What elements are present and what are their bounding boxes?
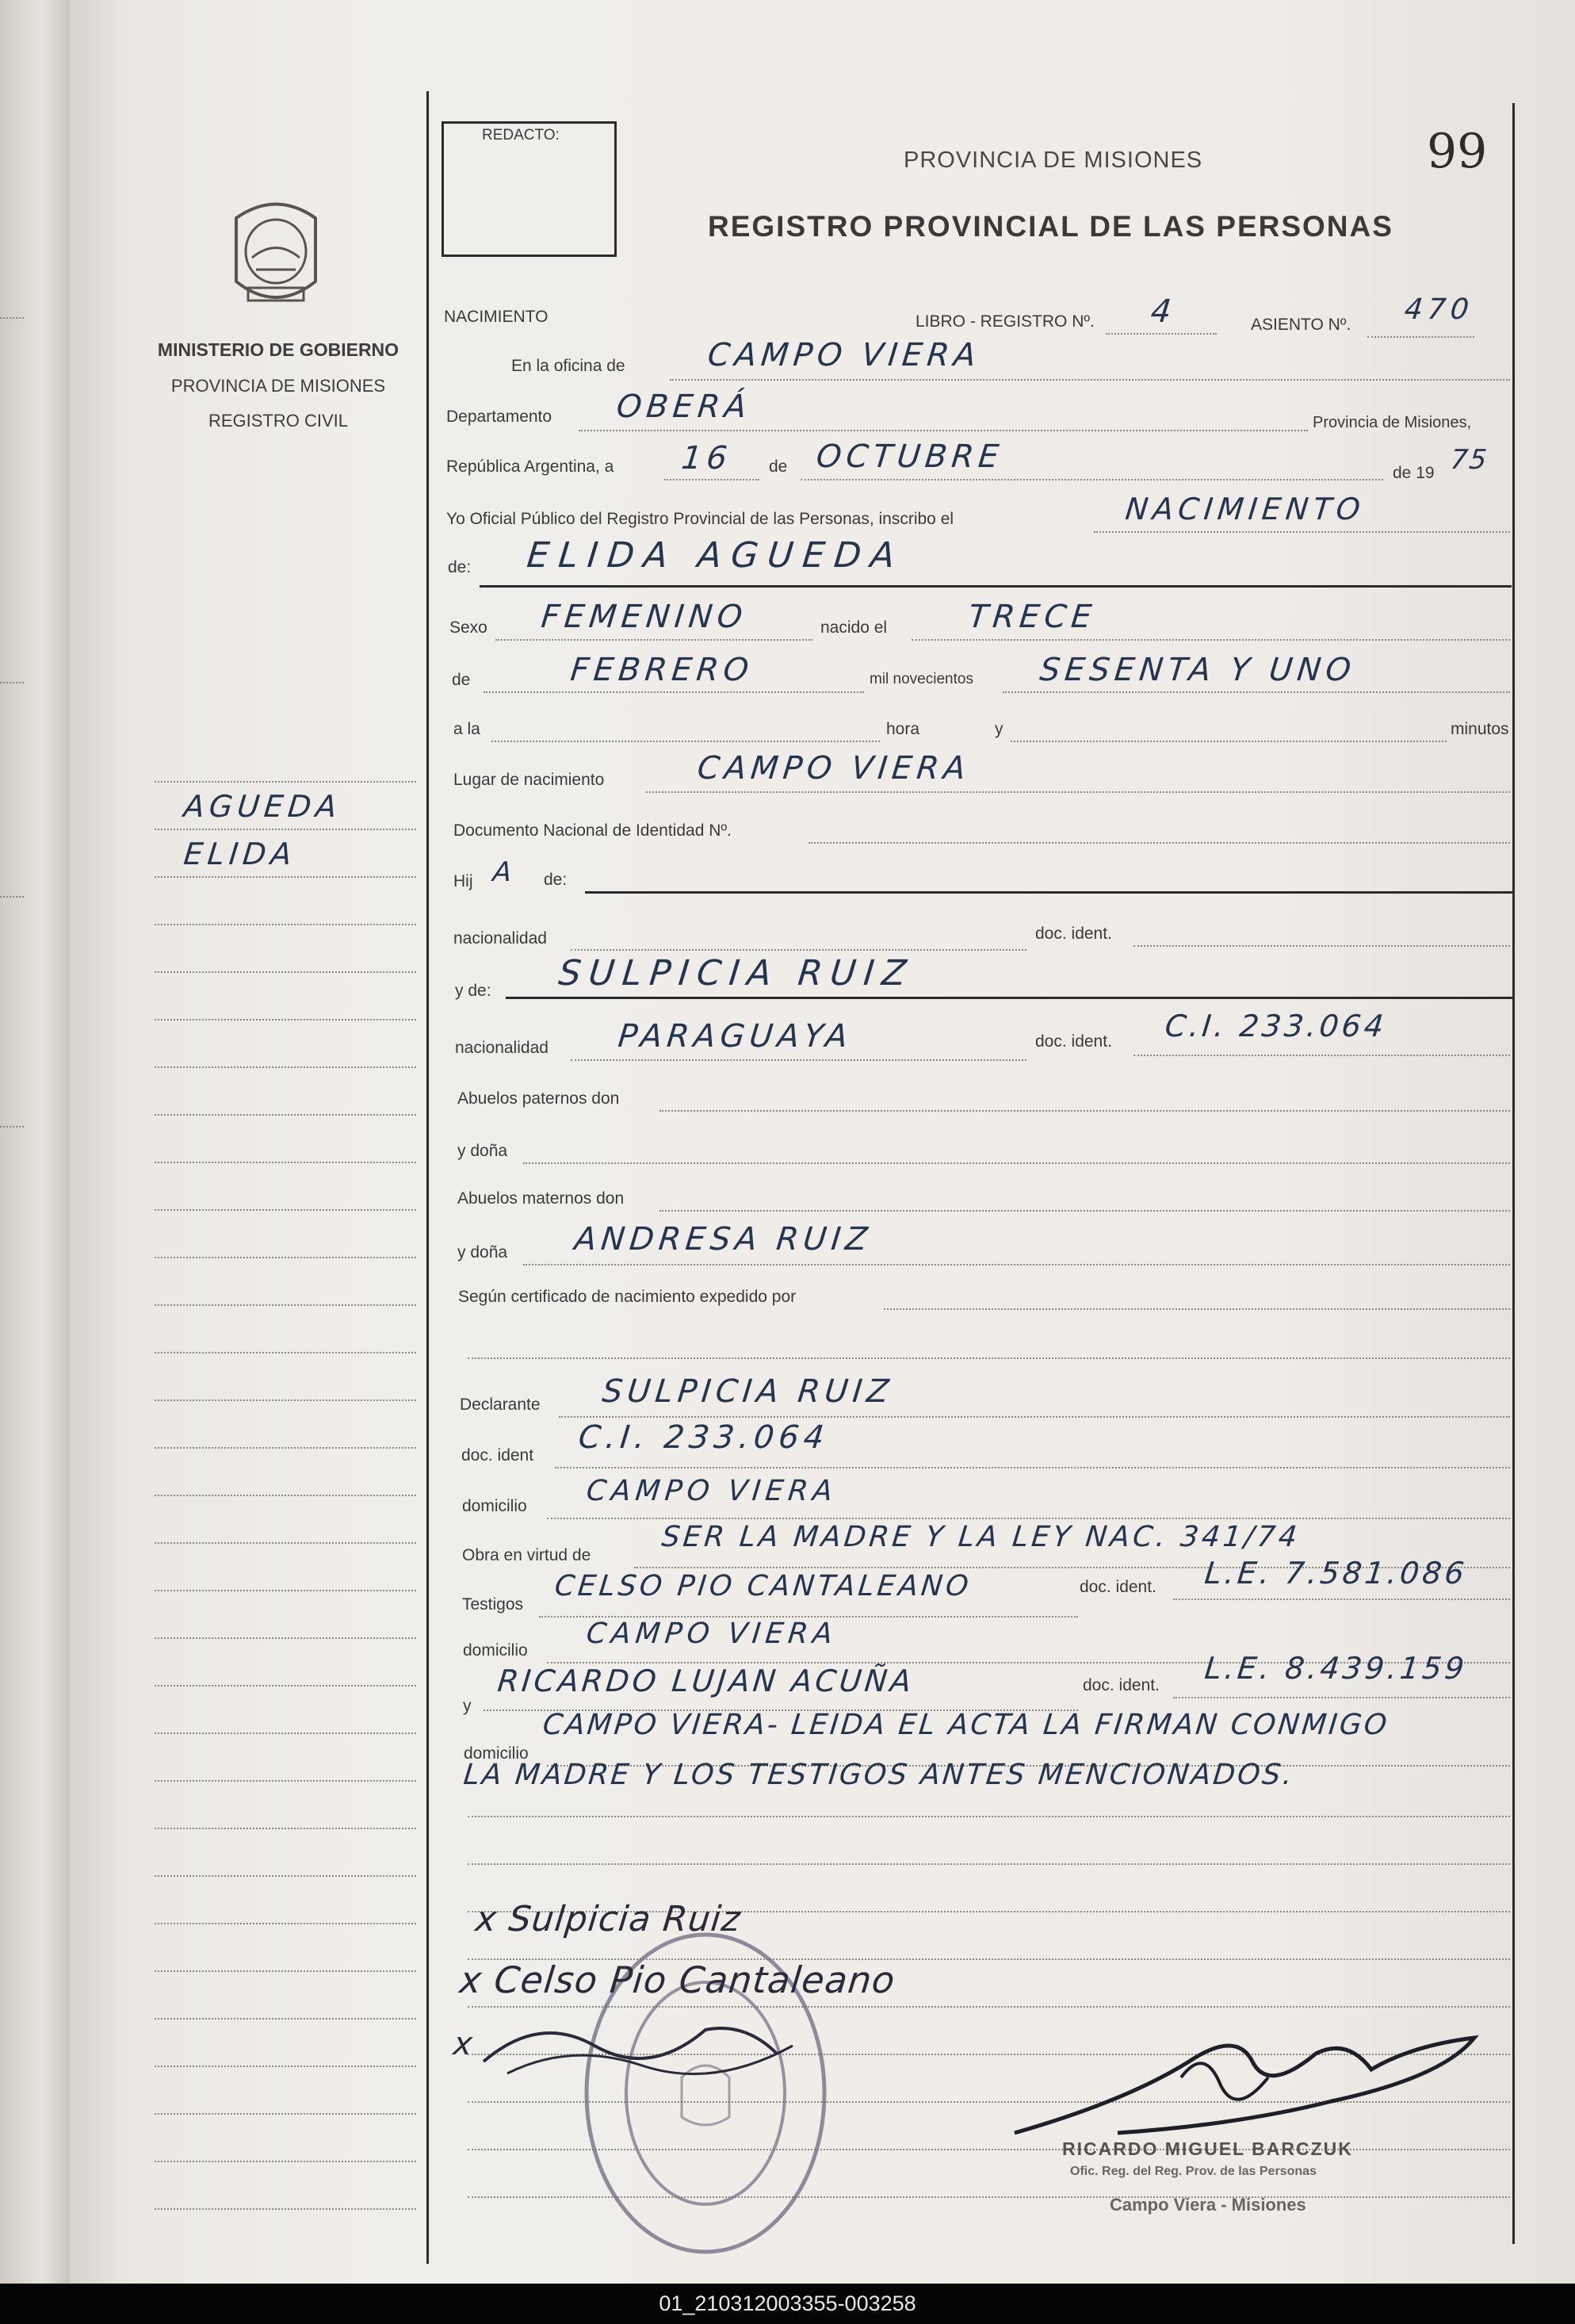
signature-mother: x Sulpicia Ruiz (473, 1899, 744, 1939)
province-heading: PROVINCIA DE MISIONES (904, 147, 1203, 173)
yde-label: y de: (455, 982, 491, 1000)
testigos-label: Testigos (462, 1595, 524, 1614)
mes-value: OCTUBRE (814, 438, 1006, 475)
obra-label: Obra en virtud de (462, 1546, 591, 1564)
docident3-label: doc. ident (461, 1446, 534, 1464)
departamento-line (579, 430, 1308, 431)
testigo1-value: CELSO PIO CANTALEANO (552, 1570, 973, 1602)
sexo-label: Sexo (449, 618, 487, 637)
docident2-value: C.I. 233.064 (1163, 1009, 1389, 1043)
continuation-value: LA MADRE Y LOS TESTIGOS ANTES MENCIONADOS. (461, 1759, 1296, 1791)
nacido-label: nacido el (820, 618, 888, 637)
docident2-label: doc. ident. (1035, 1032, 1112, 1051)
minutos-line (1011, 741, 1447, 742)
margin-rule (155, 1590, 416, 1591)
domicilio1-line (547, 1518, 1510, 1519)
margin-rule (155, 1637, 416, 1639)
madre-value: SULPICIA RUIZ (556, 953, 916, 994)
nacido-line (912, 639, 1510, 641)
form-right-border (1512, 103, 1515, 2244)
docident2-line (1133, 1055, 1510, 1056)
margin-rule (155, 2018, 416, 2020)
oficina-value: CAMPO VIERA (705, 337, 983, 373)
margin-rule (155, 1685, 416, 1687)
inscribo-line (1094, 531, 1510, 533)
nacionalidad2-label: nacionalidad (455, 1039, 549, 1057)
hij-label: Hij (453, 872, 473, 890)
margin-rule (155, 1352, 416, 1353)
asiento-value: 470 (1402, 293, 1475, 326)
anio-value: 75 (1448, 444, 1490, 476)
ala-line (491, 741, 880, 742)
margin-rule (155, 2113, 416, 2115)
registry-title: REGISTRO PROVINCIAL DE LAS PERSONAS (708, 210, 1393, 243)
sexo-value: FEMENINO (539, 599, 749, 635)
segun-label: Según certificado de nacimiento expedido por (458, 1288, 797, 1306)
province-seal-icon (220, 194, 331, 321)
dia-line (664, 479, 759, 480)
asiento-label: ASIENTO Nº. (1251, 316, 1351, 334)
obra-value: SER LA MADRE Y LA LEY NAC. 341/74 (659, 1521, 1302, 1553)
nacido-value: TRECE (966, 599, 1099, 635)
docident5-label: doc. ident. (1083, 1676, 1160, 1694)
nacionalidad2-line (571, 1059, 1026, 1061)
margin-rule (155, 971, 416, 973)
docident4-label: doc. ident. (1080, 1578, 1156, 1596)
margin-note-line1: AGUEDA (182, 789, 343, 824)
facing-rule (0, 682, 24, 683)
mes-line (801, 479, 1383, 480)
domicilio1-value: CAMPO VIERA (584, 1475, 839, 1507)
departamento-value: OBERÁ (614, 389, 753, 425)
docident1-label: doc. ident. (1035, 925, 1112, 943)
dni-line (809, 842, 1510, 844)
margin-rule (155, 781, 416, 783)
y2-label: y (463, 1697, 472, 1715)
ministry-province: PROVINCIA DE MISIONES (170, 376, 386, 396)
republica-label: República Argentina, a (446, 458, 614, 476)
de19-label: de 19 (1393, 464, 1435, 482)
docident3-value: C.I. 233.064 (576, 1419, 831, 1456)
ydona2-line (523, 1264, 1510, 1265)
margin-rule (155, 1114, 416, 1116)
libro-line (1106, 333, 1217, 335)
lugar-value: CAMPO VIERA (695, 750, 973, 787)
provincia-suffix: Provincia de Misiones, (1313, 414, 1472, 431)
margin-note-line2: ELIDA (182, 837, 298, 871)
libro-label: LIBRO - REGISTRO Nº. (916, 312, 1095, 331)
mil-label: mil novecientos (870, 671, 973, 687)
abuelos-mat-line (659, 1210, 1510, 1212)
signature-witness2-scribble (476, 1998, 809, 2085)
facing-page-edge (0, 0, 70, 2284)
margin-rule (155, 876, 416, 878)
margin-rule (155, 1875, 416, 1877)
madre-rule (506, 997, 1514, 999)
page-number: 99 (1427, 124, 1488, 179)
signature-official-scribble (999, 2014, 1506, 2157)
margin-rule (155, 1304, 416, 1306)
inscribo-value: NACIMIENTO (1123, 492, 1367, 526)
facing-rule (0, 896, 24, 898)
oficina-line (670, 379, 1510, 381)
margin-rule (155, 1019, 416, 1020)
hij-suffix: A (491, 856, 518, 888)
anio-nac-value: SESENTA Y UNO (1038, 652, 1358, 688)
de2-label: de (452, 671, 471, 689)
anio-nac-line (1003, 691, 1510, 693)
margin-rule (155, 1399, 416, 1401)
nombre-rule (480, 585, 1512, 588)
nacionalidad1-line (571, 949, 1026, 951)
docident5-value: L.E. 8.439.159 (1202, 1651, 1470, 1686)
segun-line2 (468, 1357, 1510, 1359)
margin-rule (155, 1542, 416, 1544)
domicilio2-value: CAMPO VIERA (584, 1618, 839, 1650)
domicilio2-label: domicilio (463, 1641, 528, 1660)
testigo2-value: RICARDO LUJAN ACUÑA (495, 1664, 916, 1698)
declarante-line (559, 1416, 1510, 1418)
margin-rule (155, 1828, 416, 1829)
ydona1-label: y doña (457, 1142, 508, 1160)
nombre-value: ELIDA AGUEDA (525, 535, 907, 576)
margin-rule (155, 1447, 416, 1449)
yo-oficial-label: Yo Oficial Público del Registro Provincial de las Personas, inscribo el (446, 510, 954, 528)
nacimiento-label: NACIMIENTO (444, 308, 549, 326)
abuela-mat-value: ANDRESA RUIZ (572, 1221, 874, 1258)
dia-value: 16 (679, 440, 734, 477)
margin-rule (155, 924, 416, 925)
margin-rule (155, 2161, 416, 2162)
minutos-label: minutos (1451, 720, 1509, 738)
y-label: y (995, 720, 1003, 738)
departamento-label: Departamento (446, 408, 552, 426)
sexo-line (495, 639, 812, 641)
margin-rule (155, 1162, 416, 1163)
margin-rule (155, 2066, 416, 2067)
declarante-value: SULPICIA RUIZ (600, 1373, 896, 1410)
margin-rule (155, 2208, 416, 2210)
margin-rule (155, 1970, 416, 1972)
ministry-name: MINISTERIO DE GOBIERNO (157, 339, 399, 360)
de-label: de (769, 458, 788, 476)
lugar-line (646, 791, 1510, 793)
continuation-line (468, 1816, 1510, 1817)
margin-rule (155, 1257, 416, 1258)
margin-divider (426, 91, 429, 2264)
margin-rule (155, 1923, 416, 1924)
abuelos-pat-line (659, 1110, 1510, 1112)
docident4-value: L.E. 7.581.086 (1202, 1556, 1470, 1591)
ala-label: a la (453, 720, 480, 738)
margin-rule (155, 1732, 416, 1734)
lugar-label: Lugar de nacimiento (453, 771, 605, 789)
docident3-line (555, 1467, 1510, 1468)
ydona2-label: y doña (457, 1243, 508, 1262)
asiento-line (1367, 336, 1474, 338)
official-name: RICARDO MIGUEL BARCZUK (1062, 2138, 1353, 2159)
de-nombre-label: de: (448, 558, 472, 576)
hora-label: hora (886, 720, 920, 738)
abuelos-mat-label: Abuelos maternos don (457, 1189, 625, 1208)
padre-rule (585, 891, 1514, 894)
margin-rule (155, 829, 416, 830)
segun-line (884, 1308, 1510, 1310)
margin-rule (155, 1780, 416, 1782)
mes-nac-value: FEBRERO (568, 652, 755, 688)
facing-rule (0, 317, 24, 319)
declarante-label: Declarante (460, 1396, 541, 1414)
margin-rule (155, 1066, 416, 1068)
docident5-line (1173, 1697, 1510, 1698)
domicilio1-label: domicilio (462, 1497, 527, 1515)
domicilio3-value: CAMPO VIERA- LEIDA EL ACTA LA FIRMAN CONMIGO (541, 1709, 1391, 1741)
dni-label: Documento Nacional de Identidad Nº. (453, 821, 732, 840)
sign-rule (468, 1863, 1510, 1865)
libro-value: 4 (1149, 293, 1178, 330)
domicilio3-label: domicilio (464, 1744, 529, 1763)
oficina-label: En la oficina de (511, 357, 625, 375)
official-title: Ofic. Reg. del Reg. Prov. de las Personas (1070, 2165, 1317, 2178)
margin-rule (155, 1495, 416, 1496)
nacionalidad2-value: PARAGUAYA (616, 1018, 854, 1055)
signature-witness2-mark: x (451, 2026, 480, 2062)
hij-de-label: de: (544, 871, 568, 889)
ministry-registry: REGISTRO CIVIL (208, 411, 349, 431)
abuelos-pat-label: Abuelos paternos don (457, 1089, 620, 1108)
docident4-line (1173, 1598, 1510, 1600)
margin-rule (155, 1209, 416, 1211)
facing-rule (0, 1126, 24, 1128)
redacto-label: REDACTO: (482, 127, 560, 144)
ydona1-line (523, 1162, 1510, 1164)
mes-nac-line (484, 691, 864, 693)
image-caption: 01_210312003355-003258 (0, 2284, 1575, 2324)
docident1-line (1133, 945, 1510, 947)
nacionalidad1-label: nacionalidad (453, 929, 547, 948)
official-place: Campo Viera - Misiones (1110, 2195, 1306, 2215)
signature-witness1: x Celso Pio Cantaleano (457, 1958, 898, 2001)
